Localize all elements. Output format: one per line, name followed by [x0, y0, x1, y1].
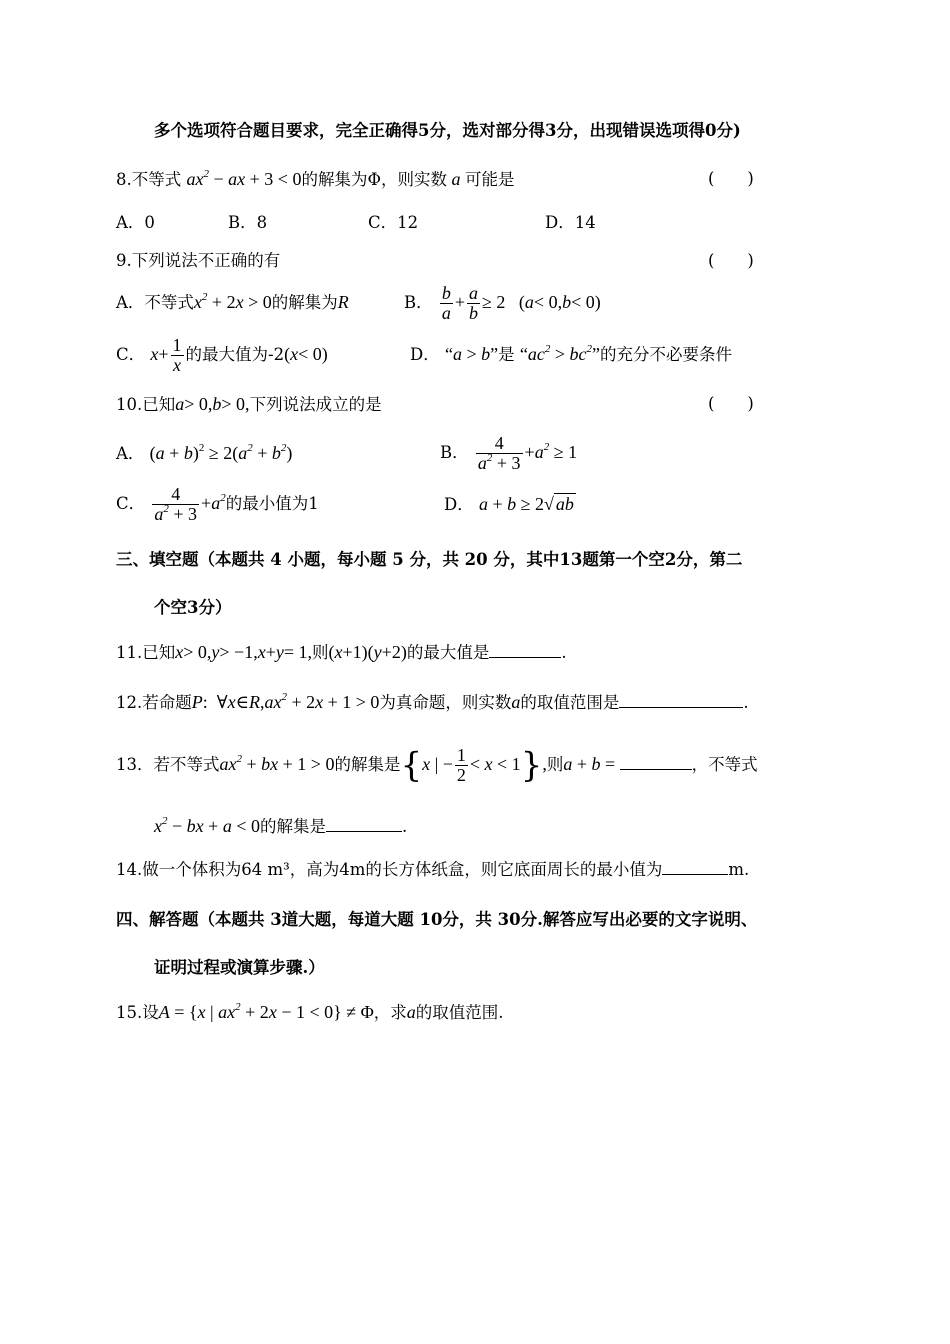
question-text: 为真命题，则实数 [379, 693, 512, 712]
question-text: 的取值范围. [415, 1003, 504, 1022]
question-number: 10. [116, 395, 143, 414]
question-13: 13．若不等式$ax^2$ + bx + 1 > 0的解集是{x | − $\frac{1}{2}$ < x < 1},则a + b = ，不等式 [116, 745, 758, 786]
question-number: 11. [116, 643, 143, 662]
option-label: B． [404, 293, 433, 312]
q10-option-b: B． $\frac{4}{a^2 + 3}$ $+a^2 \ge 1$ [440, 433, 578, 473]
option-text: 是 [498, 345, 515, 364]
punctuation: m. [728, 860, 750, 879]
question-text: 已知 [142, 643, 176, 662]
question-number: 12. [116, 693, 143, 712]
q9-option-b: B． $\frac{b}{a}$ + $\frac{a}{b}$ ≥ 2 (a< 0,b< 0) [404, 283, 601, 323]
q9-option-a: A．不等式$x^2 + 2x > 0$的解集为R [116, 291, 349, 312]
option-label: C． [116, 494, 146, 513]
q9-option-d: D． “a > b”是 “$ac^2 > bc^2$”的充分不必要条件 [410, 343, 733, 364]
answer-paren: ( ) [708, 251, 754, 270]
section-3-title-cont: 个空3分） [154, 598, 232, 617]
q10-option-d: D． a + b ≥ 2√ ab [444, 494, 574, 514]
question-number: 13． [116, 755, 154, 774]
answer-paren: ( ) [708, 169, 754, 188]
answer-blank[interactable] [662, 858, 728, 875]
option-label: D． [444, 495, 474, 514]
question-text: 的解集为Φ，则实数 [301, 170, 447, 189]
option-label: A． [116, 293, 145, 312]
option-text: 的解集为 [271, 293, 338, 312]
question-text: 下列说法不正确的有 [131, 251, 281, 270]
question-13-cont: $x^2$ − bx + a < 0的解集是 . [154, 815, 408, 836]
question-text: 的最大值是 [406, 643, 490, 662]
q8-option-c: C．12 [368, 213, 419, 232]
q9-option-c: C． x+ $\frac{1}{x}$ 的最大值为-2(x< 0) [116, 335, 328, 375]
score-note: 多个选项符合题目要求，完全正确得5分，选对部分得3分，出现错误选项得0分) [154, 121, 741, 140]
question-11: 11.已知x> 0,y> −1,x+y= 1,则(x+1)(y+2)的最大值是 . [116, 642, 567, 662]
question-number: 8. [116, 170, 132, 189]
option-text: 的最小值为1 [225, 494, 319, 513]
answer-blank[interactable] [326, 815, 402, 832]
punctuation: . [743, 693, 749, 712]
q8-option-b: B．8 [228, 213, 268, 232]
answer-blank[interactable] [620, 753, 692, 770]
question-text: 的解集是 [259, 817, 326, 836]
option-text: 不等式 [144, 293, 194, 312]
question-text: 则 [546, 755, 564, 774]
question-text: 下列说法成立的是 [249, 395, 382, 414]
question-number: 15. [116, 1003, 143, 1022]
question-text: 已知 [142, 395, 176, 414]
q10-option-c: C． $\frac{4}{a^2 + 3}$ $+a^2$的最小值为1 [116, 484, 319, 524]
question-text: ，不等式 [691, 755, 758, 774]
question-text: 不等式 [131, 170, 182, 189]
section-3-title: 三、填空题（本题共 4 小题，每小题 5 分，共 20 分，其中13题第一个空2分，第二 [116, 550, 743, 569]
question-text: 设 [142, 1003, 159, 1022]
question-text: 可能是 [465, 170, 515, 189]
question-number: 9. [116, 251, 132, 270]
answer-paren: ( ) [708, 394, 754, 413]
question-text: 则 [312, 643, 329, 662]
answer-blank[interactable] [619, 691, 743, 708]
question-10: 10.已知a> 0,b> 0,下列说法成立的是 [116, 394, 382, 414]
option-label: A． [116, 444, 145, 463]
option-text: 的充分不必要条件 [600, 345, 733, 364]
question-text: 的解集是 [334, 755, 401, 774]
punctuation: . [561, 643, 567, 662]
answer-blank[interactable] [489, 641, 561, 658]
section-4-title-cont: 证明过程或演算步骤.） [154, 958, 325, 977]
question-text: 的取值范围是 [520, 693, 620, 712]
option-label: B． [440, 443, 469, 462]
q8-option-d: D．14 [545, 213, 596, 232]
question-9 [116, 249, 280, 273]
question-number: 14. [116, 860, 143, 879]
punctuation: . [401, 817, 408, 836]
question-text: 若命题 [142, 693, 192, 712]
question-text: 做一个体积为64 m³，高为4m的长方体纸盒，则它底面周长的最小值为 [142, 860, 663, 879]
question-8: 8.不等式 $ax^2$ − ax + 3 < 0的解集为Φ，则实数 a 可能是 [116, 168, 515, 189]
option-text: 的最大值为-2 [185, 345, 285, 364]
option-label: D． [410, 345, 440, 364]
question-15: 15.设A = {x | $ax^2 + 2x - 1 < 0\} \ne \Phi$，求a的取值范围. [116, 1001, 504, 1022]
option-label: C． [116, 345, 146, 364]
q10-option-a: A． $(a + b)^2 \ge 2(a^2 + b^2)$ [116, 442, 293, 463]
question-text: ，求 [373, 1003, 407, 1022]
question-12: 12.若命题P: $\forall x\in R,ax^2 + 2x + 1 > 0$为真命题，则实数a的取值范围是 . [116, 691, 749, 712]
question-14 [116, 858, 749, 882]
q8-option-a: A．0 [116, 213, 155, 232]
section-4-title: 四、解答题（本题共 3道大题，每道大题 10分，共 30分.解答应写出必要的文字说明、 [116, 910, 758, 929]
question-text: 若不等式 [153, 755, 220, 774]
